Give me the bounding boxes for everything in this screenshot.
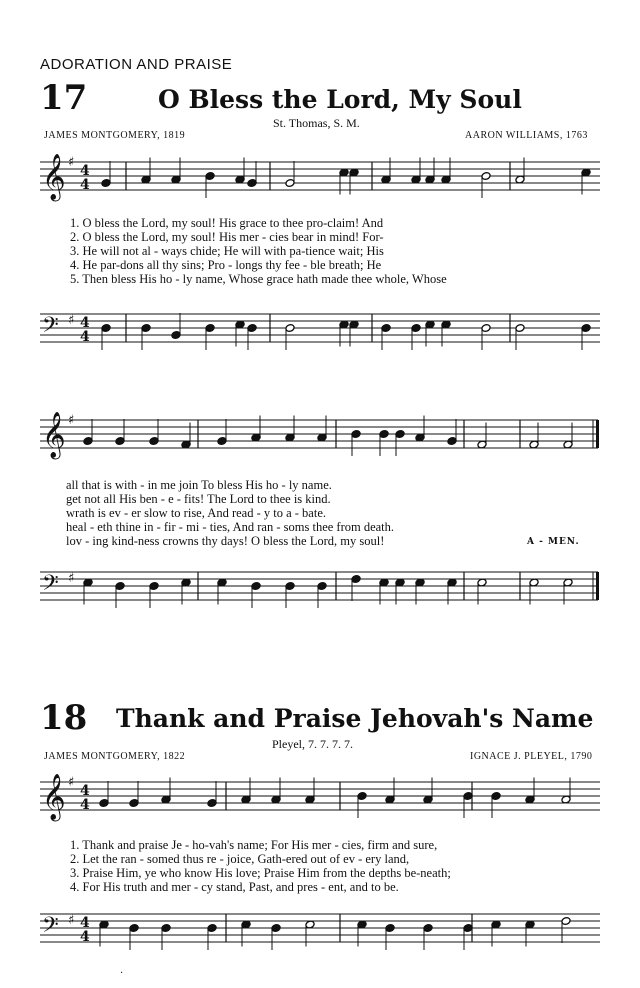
lyric-line: heal - eth thine in - fir - mi - ties, And ran - soms thee from death. (66, 520, 395, 534)
amen-text: A - MEN. (527, 537, 580, 547)
treble-clef-icon: 𝄞 (42, 412, 66, 458)
treble-clef-icon: 𝄞 (42, 154, 66, 200)
tune-name: Pleyel, 7. 7. 7. 7. (272, 737, 353, 751)
bass-staff (0, 898, 640, 968)
lyric-line: 1. Thank and praise Je - ho-vah's name; For His mer - cies, firm and sure, (70, 838, 438, 852)
lyrics-block (70, 216, 447, 286)
lyrics-block (66, 478, 394, 548)
time-signature: 4 (80, 797, 90, 813)
section-heading: ADORATION AND PRAISE (40, 56, 233, 73)
lyric-line: 3. He will not al - ways chide; He will with pa-tience wait; His (70, 244, 384, 258)
sharp-icon: ♯ (68, 571, 75, 586)
hymn-title: Thank and Praise Jehovah's Name (116, 704, 594, 733)
treble-staff (0, 150, 640, 210)
time-signature: 4 (80, 315, 90, 331)
lyric-line: 2. Let the ran - somed thus re - joice, Gath-ered out of ev - ery land, (70, 852, 410, 866)
final-bar (596, 420, 599, 448)
lyric-line: get not all His ben - e - fits! The Lord to thee is kind. (66, 492, 331, 506)
hymn-number: 17 (40, 78, 88, 118)
bass-staff (0, 556, 640, 626)
tune-name: St. Thomas, S. M. (273, 116, 360, 130)
sharp-icon: ♯ (68, 413, 75, 428)
lyric-line: 2. O bless the Lord, my soul! His mer - cies bear in mind! For- (70, 230, 384, 244)
hymn-number: 18 (40, 698, 88, 738)
lyric-line: 4. For His truth and mer - cy stand, Past, and pres - ent, and to be. (70, 880, 399, 894)
bass-clef-icon: 𝄢 (42, 571, 59, 601)
time-signature: 4 (80, 929, 90, 945)
treble-staff (0, 408, 640, 468)
time-signature: 4 (80, 177, 90, 193)
sharp-icon: ♯ (68, 313, 75, 328)
time-signature: 4 (80, 163, 90, 179)
lyric-line: all that is with - in me join To bless His ho - ly name. (66, 478, 332, 492)
sharp-icon: ♯ (68, 775, 75, 790)
composer: IGNACE J. PLEYEL, 1790 (470, 751, 593, 762)
time-signature: 4 (80, 783, 90, 799)
lyric-line: wrath is ev - er slow to rise, And read - y to a - bate. (66, 506, 326, 520)
treble-staff (0, 770, 640, 830)
hymn-title: O Bless the Lord, My Soul (158, 85, 522, 114)
lyric-line: 4. He par-dons all thy sins; Pro - longs thy fee - ble breath; He (70, 258, 382, 272)
lyric-line: lov - ing kind-ness crowns thy days! O bless the Lord, my soul! (66, 534, 385, 548)
lyrics-block (70, 838, 451, 894)
time-signature: 4 (80, 915, 90, 931)
time-signature: 4 (80, 329, 90, 345)
sharp-icon: ♯ (68, 155, 75, 170)
page-mark: · (120, 968, 124, 979)
composer: AARON WILLIAMS, 1763 (465, 130, 588, 141)
lyric-line: 1. O bless the Lord, my soul! His grace to thee pro-claim! And (70, 216, 384, 230)
lyric-line: 3. Praise Him, ye who know His love; Praise Him from the depths be-neath; (70, 866, 451, 880)
treble-clef-icon: 𝄞 (42, 774, 66, 820)
final-bar (596, 572, 599, 600)
sharp-icon: ♯ (68, 913, 75, 928)
lyric-line: 5. Then bless His ho - ly name, Whose grace hath made thee whole, Whose (70, 272, 447, 286)
text-author: JAMES MONTGOMERY, 1819 (44, 130, 186, 141)
bass-staff (0, 298, 640, 368)
bass-clef-icon: 𝄢 (42, 913, 59, 943)
bass-clef-icon: 𝄢 (42, 313, 59, 343)
text-author: JAMES MONTGOMERY, 1822 (44, 751, 186, 762)
